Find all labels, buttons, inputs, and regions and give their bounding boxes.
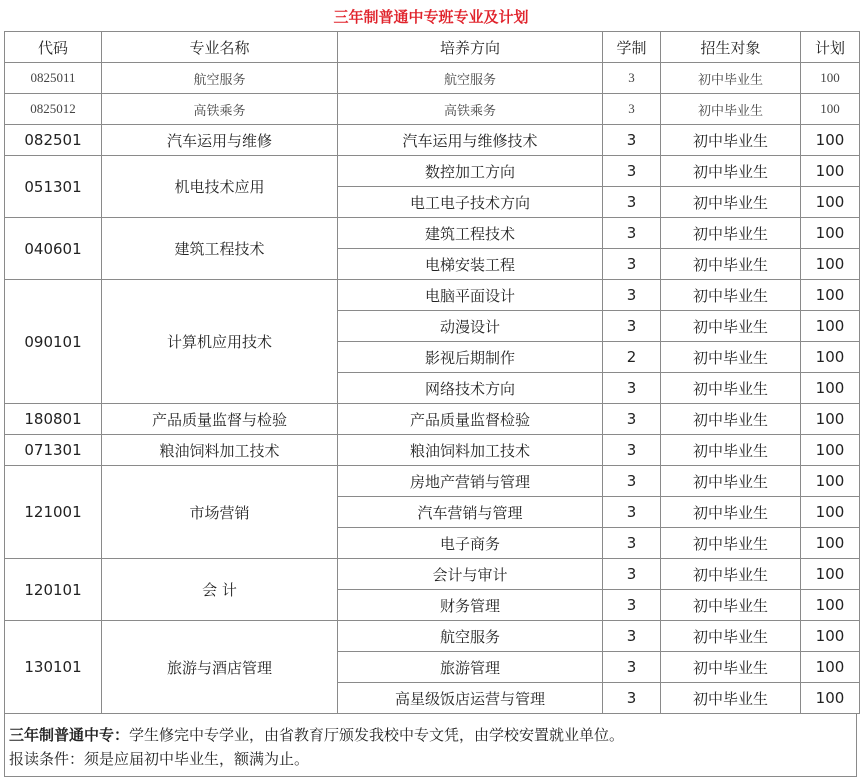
cell-direction: 会计与审计 — [338, 559, 603, 590]
table-row — [5, 156, 860, 187]
cell-code: 082501 — [5, 125, 102, 156]
cell-plan: 100 — [801, 156, 860, 187]
cell-code: 0825011 — [5, 63, 102, 94]
cell-plan: 100 — [801, 621, 860, 652]
cell-plan: 100 — [801, 63, 860, 94]
table-row — [5, 218, 860, 249]
cell-code: 0825012 — [5, 94, 102, 125]
cell-target: 初中毕业生 — [661, 528, 801, 559]
cell-years: 3 — [603, 559, 661, 590]
cell-direction: 电脑平面设计 — [338, 280, 603, 311]
table-body — [5, 63, 860, 714]
cell-code: 120101 — [5, 559, 102, 621]
cell-direction: 旅游管理 — [338, 652, 603, 683]
enrollment-note — [4, 714, 857, 777]
cell-years: 3 — [603, 156, 661, 187]
cell-code: 090101 — [5, 280, 102, 404]
cell-target: 初中毕业生 — [661, 590, 801, 621]
cell-plan: 100 — [801, 280, 860, 311]
cell-direction: 动漫设计 — [338, 311, 603, 342]
cell-target: 初中毕业生 — [661, 652, 801, 683]
table-row — [5, 621, 860, 652]
cell-years: 3 — [603, 466, 661, 497]
cell-target: 初中毕业生 — [661, 125, 801, 156]
cell-plan: 100 — [801, 528, 860, 559]
cell-years: 3 — [603, 94, 661, 125]
table-row — [5, 435, 860, 466]
table-row — [5, 280, 860, 311]
cell-direction: 电工电子技术方向 — [338, 187, 603, 218]
cell-target: 初中毕业生 — [661, 683, 801, 714]
cell-target: 初中毕业生 — [661, 280, 801, 311]
header-years: 学制 — [603, 32, 661, 63]
cell-direction: 网络技术方向 — [338, 373, 603, 404]
cell-years: 3 — [603, 187, 661, 218]
cell-target: 初中毕业生 — [661, 466, 801, 497]
cell-years: 3 — [603, 683, 661, 714]
cell-plan: 100 — [801, 249, 860, 280]
cell-plan: 100 — [801, 559, 860, 590]
cell-plan: 100 — [801, 311, 860, 342]
cell-target: 初中毕业生 — [661, 94, 801, 125]
cell-major: 机电技术应用 — [102, 156, 338, 218]
table-row — [5, 63, 860, 94]
table-row — [5, 466, 860, 497]
cell-major: 高铁乘务 — [102, 94, 338, 125]
cell-direction: 航空服务 — [338, 621, 603, 652]
cell-major: 会 计 — [102, 559, 338, 621]
cell-direction: 粮油饲料加工技术 — [338, 435, 603, 466]
cell-years: 3 — [603, 311, 661, 342]
cell-direction: 房地产营销与管理 — [338, 466, 603, 497]
cell-target: 初中毕业生 — [661, 311, 801, 342]
cell-years: 3 — [603, 652, 661, 683]
cell-direction: 电子商务 — [338, 528, 603, 559]
cell-years: 3 — [603, 373, 661, 404]
cell-target: 初中毕业生 — [661, 559, 801, 590]
cell-plan: 100 — [801, 373, 860, 404]
cell-years: 3 — [603, 63, 661, 94]
cell-years: 3 — [603, 621, 661, 652]
table-row — [5, 125, 860, 156]
table-row — [5, 404, 860, 435]
cell-target: 初中毕业生 — [661, 342, 801, 373]
cell-direction: 高铁乘务 — [338, 94, 603, 125]
cell-direction: 汽车运用与维修技术 — [338, 125, 603, 156]
cell-direction: 影视后期制作 — [338, 342, 603, 373]
cell-direction: 电梯安装工程 — [338, 249, 603, 280]
cell-major: 粮油饲料加工技术 — [102, 435, 338, 466]
cell-major: 建筑工程技术 — [102, 218, 338, 280]
note-label: 三年制普通中专： — [9, 726, 130, 744]
cell-plan: 100 — [801, 94, 860, 125]
header-code: 代码 — [5, 32, 102, 63]
note-line-1 — [9, 723, 856, 747]
cell-target: 初中毕业生 — [661, 249, 801, 280]
cell-plan: 100 — [801, 187, 860, 218]
cell-target: 初中毕业生 — [661, 497, 801, 528]
header-plan: 计划 — [801, 32, 860, 63]
cell-plan: 100 — [801, 652, 860, 683]
cell-target: 初中毕业生 — [661, 373, 801, 404]
cell-years: 3 — [603, 590, 661, 621]
cell-years: 3 — [603, 280, 661, 311]
cell-years: 3 — [603, 125, 661, 156]
table-header-row — [5, 32, 860, 63]
note-line-2: 报读条件：须是应届初中毕业生，额满为止。 — [9, 750, 310, 768]
cell-years: 3 — [603, 218, 661, 249]
cell-target: 初中毕业生 — [661, 621, 801, 652]
cell-major: 产品质量监督与检验 — [102, 404, 338, 435]
cell-direction: 数控加工方向 — [338, 156, 603, 187]
cell-target: 初中毕业生 — [661, 404, 801, 435]
cell-major: 市场营销 — [102, 466, 338, 559]
header-major: 专业名称 — [102, 32, 338, 63]
cell-plan: 100 — [801, 342, 860, 373]
cell-plan: 100 — [801, 125, 860, 156]
cell-major: 航空服务 — [102, 63, 338, 94]
cell-years: 3 — [603, 435, 661, 466]
note-text: 学生修完中专学业，由省教育厅颁发我校中专文凭，由学校安置就业单位。 — [129, 726, 625, 744]
header-direction: 培养方向 — [338, 32, 603, 63]
cell-plan: 100 — [801, 218, 860, 249]
cell-direction: 航空服务 — [338, 63, 603, 94]
cell-direction: 建筑工程技术 — [338, 218, 603, 249]
cell-major: 旅游与酒店管理 — [102, 621, 338, 714]
cell-code: 130101 — [5, 621, 102, 714]
cell-plan: 100 — [801, 497, 860, 528]
cell-code: 121001 — [5, 466, 102, 559]
cell-target: 初中毕业生 — [661, 156, 801, 187]
cell-plan: 100 — [801, 404, 860, 435]
cell-direction: 财务管理 — [338, 590, 603, 621]
header-target: 招生对象 — [661, 32, 801, 63]
cell-direction: 产品质量监督检验 — [338, 404, 603, 435]
cell-target: 初中毕业生 — [661, 63, 801, 94]
cell-plan: 100 — [801, 435, 860, 466]
cell-years: 3 — [603, 497, 661, 528]
cell-code: 040601 — [5, 218, 102, 280]
page-title: 三年制普通中专班专业及计划 — [333, 8, 529, 26]
cell-target: 初中毕业生 — [661, 187, 801, 218]
cell-direction: 汽车营销与管理 — [338, 497, 603, 528]
cell-code: 071301 — [5, 435, 102, 466]
cell-code: 051301 — [5, 156, 102, 218]
cell-major: 计算机应用技术 — [102, 280, 338, 404]
cell-years: 3 — [603, 249, 661, 280]
table-row — [5, 559, 860, 590]
cell-major: 汽车运用与维修 — [102, 125, 338, 156]
cell-plan: 100 — [801, 590, 860, 621]
cell-plan: 100 — [801, 683, 860, 714]
program-plan-table — [4, 31, 860, 714]
cell-target: 初中毕业生 — [661, 435, 801, 466]
cell-code: 180801 — [5, 404, 102, 435]
cell-years: 2 — [603, 342, 661, 373]
cell-direction: 高星级饭店运营与管理 — [338, 683, 603, 714]
cell-target: 初中毕业生 — [661, 218, 801, 249]
cell-years: 3 — [603, 404, 661, 435]
table-row — [5, 94, 860, 125]
cell-years: 3 — [603, 528, 661, 559]
cell-plan: 100 — [801, 466, 860, 497]
